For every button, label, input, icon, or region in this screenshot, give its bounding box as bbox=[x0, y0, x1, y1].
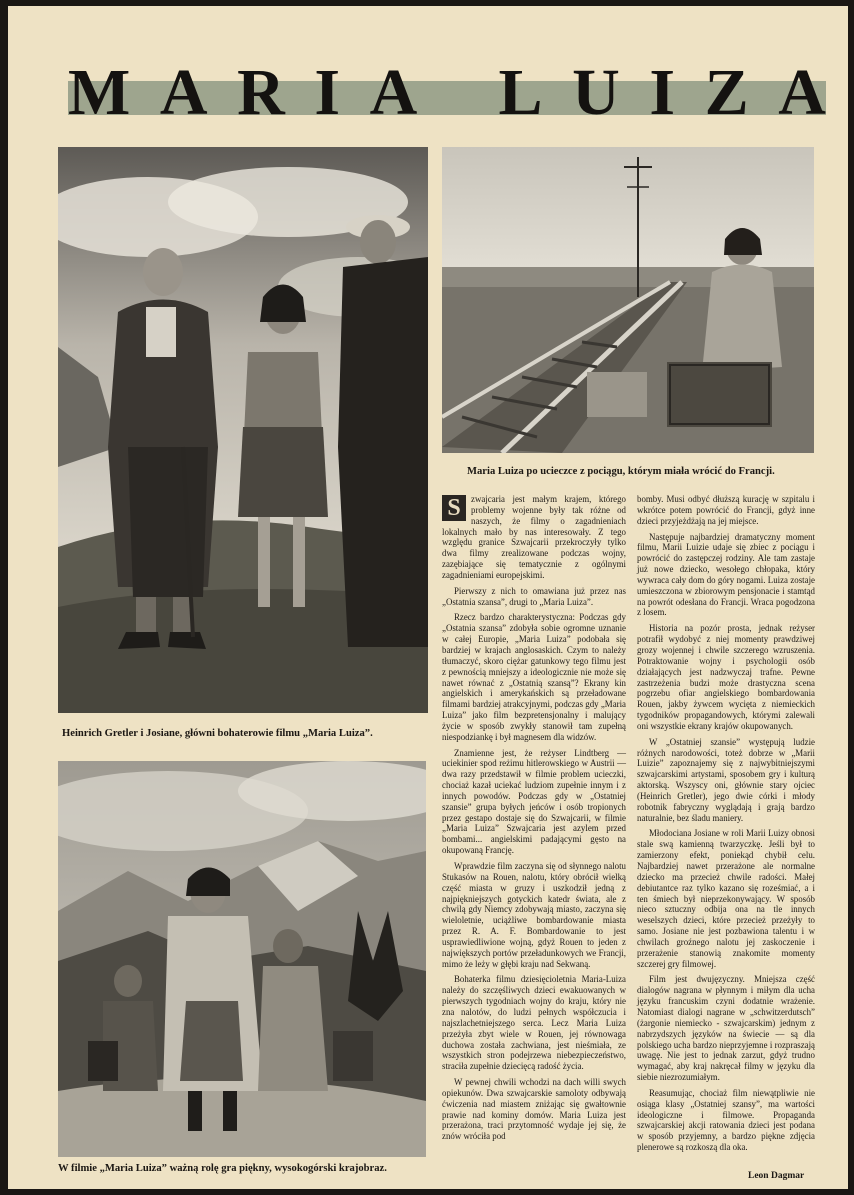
photo-mountains-image bbox=[58, 761, 426, 1157]
article-paragraph: Wprawdzie film zaczyna się od słynnego nalotu Stukasów na Rouen, nalotu, który obrócił wielką część miasta w gruzy i uszkodził jedną z najpiękniejszych gotyckich katedr świata, ale z chwilą gdy Niemcy zdobywają miasto, zaczyna się wieloletnie, uciążliwe bombardowanie miasta przez R. A. F. Bombardowanie to jest usprawiedliwione wojną, gdyż Rouen to jeden z największych portów przeładunkowych we Francji, mimo że leży w głębi kraju nad Sekwaną. bbox=[442, 861, 626, 969]
caption-photo-railway: Maria Luiza po ucieczce z pociągu, którym miała wrócić do Francji. bbox=[467, 466, 775, 477]
author-signature: Leon Dagmar bbox=[748, 1171, 805, 1181]
title-letter: R bbox=[237, 56, 285, 129]
article-paragraph: Rzecz bardzo charakterystyczna: Podczas gdy „Ostatnia szansa” zdobyła sobie ogromne uznanie w całej Europie, „Maria Luiza” podobała się bardziej w krajach anglosaskich. Czym to należy tłumaczyć, skoro ciężar gatunkowy tego filmu jest z pewnością mniejszy a ideologicznie nie może się nawet równać z „Ostatnią szansą”? Ekrany kin angielskich i amerykańskich są przeładowane filmami bardziej atrakcyjnymi, podczas gdy „Maria Luiza” jako film bezpretensjonalny i malujący życie w sposób zwykły stanowił tam zupełną niespodziankę i był magnesem dla widzów. bbox=[442, 612, 626, 742]
article-paragraph: Następuje najbardziej dramatyczny moment filmu, Marii Luizie udaje się zbiec z pociągu i powrócić do zastępczej rodziny. Ale tam zastaje już nowe dziecko, wesołego chłopaka, który wywraca cały dom do góry nogami. Luiza zostaje umieszczona w zbiorowym pensjonacie i stamtąd na powrót odesłana do Francji. Wraca pogodzona z losem. bbox=[637, 531, 815, 618]
paragraph-text: zwajcaria jest małym krajem, którego problemy wojenne były tak różne od naszych, że filmy o zagadnieniach lokalnych mało by nas interesowały. Z tego względu granice Szwajcarii przekroczyły tylko dwa filmy zrealizowane podczas wojny, zazębiające się tematycznie z ogólnymi zagadnieniami europejskimi. bbox=[442, 494, 626, 580]
caption-photo-mountains: W filmie „Maria Luiza” ważną rolę gra piękny, wysokogórski krajobraz. bbox=[58, 1163, 387, 1174]
photo-characters-meadow bbox=[58, 147, 428, 713]
article-paragraph: Bohaterka filmu dziesięcioletnia Maria-Luiza należy do szczęśliwych dzieci ewakuowanych w pierwszych tygodniach wojny do kraju, który nie zna nalotów, do ludzi pełnych współczucia i najszlachetniejszego serca. Lecz Maria Luiza przeżyła zbyt wiele w Rouen, jej równowaga duchowa została zachwiana, jest nieśmiała, ze wszystkich stron podejrzewa niebezpieczeństwo, straciła zupełnie dziecięcą radość życia. bbox=[442, 974, 626, 1072]
drop-cap: S bbox=[442, 495, 466, 521]
title-letter: I bbox=[649, 56, 676, 129]
article-column-2 bbox=[637, 494, 815, 1174]
caption-photo-characters: Heinrich Gretler i Josiane, główni bohaterowie filmu „Maria Luiza”. bbox=[62, 728, 373, 739]
article-paragraph: bomby. Musi odbyć dłuższą kurację w szpitalu i wkrótce potem powrócić do Francji, gdyż inne dzieci przyjeżdżają na jej miejsce. bbox=[637, 494, 815, 526]
page-title bbox=[68, 58, 826, 128]
article-paragraph: Reasumując, chociaż film niewątpliwie nie osiąga klasy „Ostatniej szansy”, ma wartości ideologiczne i filmowe. Propaganda szwajcarskiej akcji ratowania dzieci jest podana w sposób przyjemny, a bardzo piękne zdjęcia plenerowe są rozkoszą dla oka. bbox=[637, 1087, 815, 1153]
article-paragraph: Młodociana Josiane w roli Marii Luizy obnosi stale swą kamienną twarzyczkę. Jeśli był to zamierzony efekt, poniekąd chybił celu. Najbardziej nawet przerażone ale normalne dziecko ma przecież chwile radości. Małej debiutantce raz tylko kazano się roześmiać, a i ten śmiech był nieprzekonywający. W sposób nieco sztuczny odbija ona na tle innych weselszych dzieci, które przecież przeżyły to samo. Josiane nie jest pozbawiona talentu i w chwilach groźnego nalotu jej zaskoczenie i przerażenie stanowią znakomite momenty szczerej gry filmowej. bbox=[637, 828, 815, 969]
article-paragraph: W „Ostatniej szansie” występują ludzie różnych narodowości, toteż dobrze w „Marii Luizie” zapoznajemy się z najwybitniejszymi szwajcarskimi artystami, sposobem gry i kulturą aktorską. Wszyscy oni, głównie stary ojciec (Heinrich Gretler), jego dwie córki i młody robotnik fabryczny wyglądają i grają bardzo naturalnie, bez śladu maniery. bbox=[637, 736, 815, 823]
title-letter: A bbox=[778, 56, 826, 129]
title-letter: A bbox=[369, 56, 418, 129]
title-letter: L bbox=[498, 56, 543, 129]
article-paragraph bbox=[442, 494, 626, 581]
article-paragraph: W pewnej chwili wchodzi na dach willi swych opiekunów. Dwa szwajcarskie samoloty odbywają ćwiczenia nad miastem zniżając się gwałtownie prawie nad kominy domów. Maria Luiza jest przerażona, traci przytomność wydaje jej się, że znów wróciła pod bbox=[442, 1077, 626, 1142]
photo-railway-image bbox=[442, 147, 814, 453]
article-paragraph: Znamienne jest, że reżyser Lindtberg — uciekinier spod reżimu hitlerowskiego w Austrii — dwa razy przedstawił w filmie problem ucieczki, chociaż kazał uciekać ludziom zupełnie innym i z innych powodów. Podczas gdy w „Ostatniej szansie” grupa byłych jeńców i osób tropionych przez gestapo dostaje się do Szwajcarii, w filmie „Maria Luiza” Szwajcaria jest azylem przed bombami... angielskimi padającymi gęsto na okupowaną Francję. bbox=[442, 747, 626, 856]
title-letter: A bbox=[159, 56, 208, 129]
article-column-1 bbox=[442, 494, 626, 1184]
photo-characters-meadow-image bbox=[58, 147, 428, 713]
article-paragraph: Pierwszy z nich to omawiana już przez nas „Ostatnia szansa”, drugi to „Maria Luiza”. bbox=[442, 585, 626, 607]
title-letter: Z bbox=[704, 56, 749, 129]
title-letter: M bbox=[68, 56, 131, 129]
article-paragraph: Historia na pozór prosta, jednak reżyser potrafił wydobyć z niej momenty prawdziwej grozy wojennej i chwile szczerego wzruszenia. Potraktowanie wojny i psychologii osób działających jest nadzwyczaj trafne. Pewne zastrzeżenia budzi może drastyczna scena pogrzebu ofiar angielskiego bombardowania Rouen, jakby żywcem wycięta z niemieckich tygodników propagandowych, którymi zalewali oni wszystkie ekrany krajów okupowanych. bbox=[637, 623, 815, 731]
photo-mountains bbox=[58, 761, 426, 1157]
title-letter: U bbox=[572, 56, 620, 129]
article-paragraph: Film jest dwujęzyczny. Mniejsza część dialogów nagrana w płynnym i miłym dla ucha języku francuskim czyni dodatnie wrażenie. Natomiast dialogi nagrane w „schwitzerdutsch” (żargonie niemiecko - szwajcarskim) jednym z nabrzydszych języków na świecie — są dla polskiego ucha bardzo nieprzyjemne i rozpraszają uwagę. Nie jest to jednak zarzut, gdyż trudno wymagać, aby kraj nakręcał filmy w języku dla siebie niezrozumiałym. bbox=[637, 974, 815, 1083]
title-letter: I bbox=[314, 56, 341, 129]
magazine-page bbox=[8, 6, 848, 1189]
photo-railway bbox=[442, 147, 814, 453]
